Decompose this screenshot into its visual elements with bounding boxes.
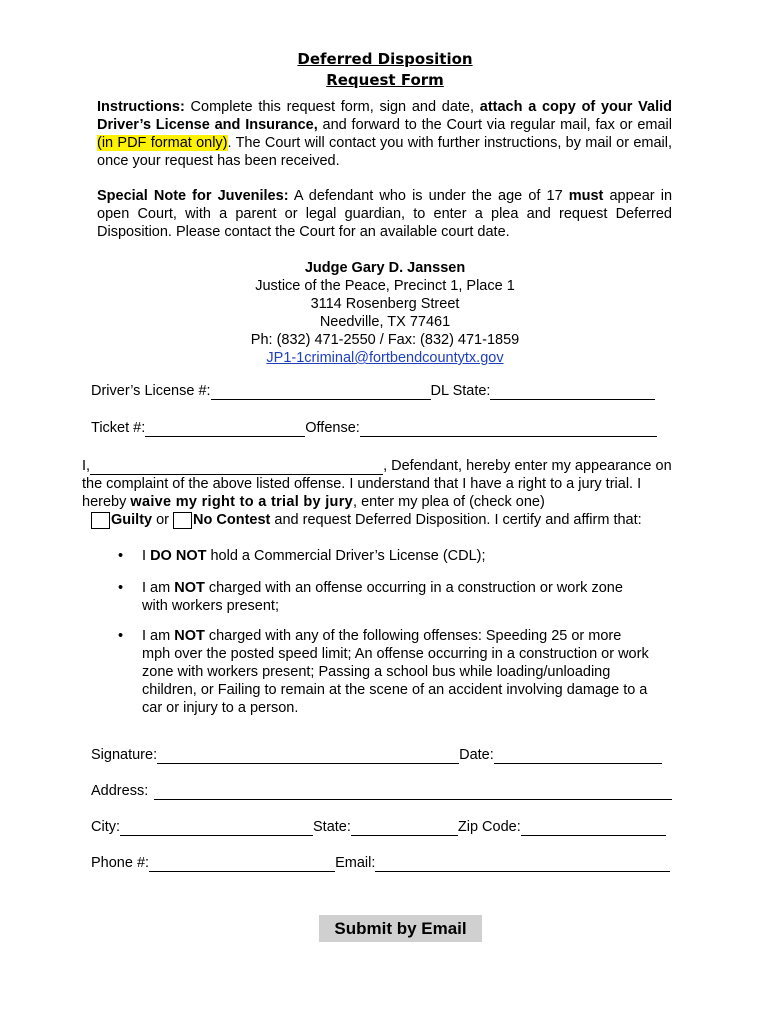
dl-number-field[interactable] [211, 384, 431, 400]
email-field[interactable] [375, 856, 670, 872]
dl-state-field[interactable] [490, 384, 655, 400]
judge-name: Judge Gary D. Janssen [304, 260, 466, 276]
offense-label: Offense: [305, 420, 360, 436]
instructions-label: Instructions: [97, 99, 185, 115]
signature-label: Signature: [91, 747, 158, 763]
phone-field[interactable] [149, 856, 335, 872]
form-page: Deferred Disposition Request Form Instructions: Complete this request form, sign and date, attach a copy of your Valid Driver’s License and Insurance, and forward to the Court via regular mail, fax or email (in PDF format only). The Court will contact you with further instructions, by mail or email, once your request has been received. Special Note for Juveniles: A defendant who is under the age of 17 must appear in open Court, with a parent or legal guardian, to enter a plea and request Deferred Disposition. Please contact the Court for an available court date. Judge Gary D. Janssen Justice of the Peace, Precinct 1, Place 1 3114 Rosenberg Street Needville, TX 77461 Ph: (832) 471-2550 / Fax: (832) 471-1859 JP1-1criminal@fortbendcountytx.gov Driver’s License #: DL State: Ticket #: Offense: I, , Defendant, hereby enter my appearance on the complaint of the above listed offense. I understand that I have a right to a jury trial. I hereby waive my right to a trial by jury, enter my plea of (check one) Guilty or No Contest and request Deferred Disposition. I certify and affirm that: • I DO NOT hold a Commercial Driver’s License (CDL); • I am NOT charged with an offense occurring in a construction or work zone with workers present; • I am NOT charged with any of the following offenses: Speeding 25 or more mph over the posted speed limit; An offense occurring in a construction or work zone with workers present; Passing a school bus while loading/unloading children, or Failing to remain at the scene of an accident involving damage to a car or injury to a person. Signature: Date: Address: City: State: Zip Code: Phone #: Email: Submit by Email [0, 0, 770, 1024]
address-row [91, 782, 691, 800]
no-contest-label: No Contest [193, 512, 271, 528]
dl-number-label: Driver’s License #: [91, 383, 211, 399]
guilty-checkbox[interactable] [91, 512, 110, 529]
offense-field[interactable] [360, 421, 657, 437]
dl-row [91, 382, 691, 400]
state-label: State: [313, 819, 351, 835]
zip-field[interactable] [521, 820, 666, 836]
juvenile-note-label: Special Note for Juveniles: [97, 188, 289, 204]
address-field[interactable] [154, 784, 672, 800]
form-title: Deferred Disposition [297, 50, 473, 68]
email-label: Email: [335, 855, 376, 871]
ticket-row [91, 419, 691, 437]
court-street: 3114 Rosenberg Street [310, 296, 460, 312]
instructions-paragraph: Instructions: Complete this request form, sign and date, attach a copy of your Valid Driver’s License and Insurance, and forward to the Court via regular mail, fax or email (in PDF format only). The Court will contact you with further instructions, by mail or email, once your request has been received. [97, 99, 673, 169]
court-office: Justice of the Peace, Precinct 1, Place 1 [255, 278, 515, 294]
phone-row [91, 854, 691, 872]
court-address-block [0, 259, 770, 367]
form-subtitle: Request Form [326, 71, 444, 89]
signature-field[interactable] [157, 748, 459, 764]
court-city: Needville, TX 77461 [319, 314, 451, 330]
bullet-icon: • [118, 548, 124, 564]
signature-row [91, 746, 691, 764]
declaration-paragraph: I, , Defendant, hereby enter my appearance on the complaint of the above listed offense. I understand that I have a right to a jury trial. I hereby waive my right to a trial by jury, enter my plea of (check one) Guilty or No Contest and request Deferred Disposition. I certify and affirm that: [82, 458, 672, 528]
date-label: Date: [459, 747, 494, 763]
address-label: Address: [91, 783, 149, 799]
phone-label: Phone #: [91, 855, 150, 871]
ticket-field[interactable] [145, 421, 305, 437]
city-field[interactable] [120, 820, 313, 836]
dl-state-label: DL State: [430, 383, 491, 399]
submit-by-email-button[interactable]: Submit by Email [319, 915, 482, 942]
date-field[interactable] [494, 748, 662, 764]
city-label: City: [91, 819, 120, 835]
bullet-icon: • [118, 628, 124, 644]
bullet-icon: • [118, 580, 124, 596]
court-phone-fax: Ph: (832) 471-2550 / Fax: (832) 471-1859 [250, 332, 520, 348]
no-contest-checkbox[interactable] [173, 512, 192, 529]
juvenile-note: Special Note for Juveniles: A defendant who is under the age of 17 must appear in open Court, with a parent or legal guardian, to enter a plea and request Deferred Disposition. Please contact the Court for an available court date. [97, 188, 673, 240]
pdf-only-highlight: (in PDF format only) [97, 135, 228, 151]
ticket-label: Ticket #: [91, 420, 146, 436]
city-row [91, 818, 691, 836]
defendant-name-field[interactable] [90, 459, 383, 475]
guilty-label: Guilty [111, 512, 153, 528]
zip-label: Zip Code: [457, 819, 521, 835]
court-email-link[interactable]: JP1-1criminal@fortbendcountytx.gov [266, 350, 504, 366]
state-field[interactable] [351, 820, 458, 836]
